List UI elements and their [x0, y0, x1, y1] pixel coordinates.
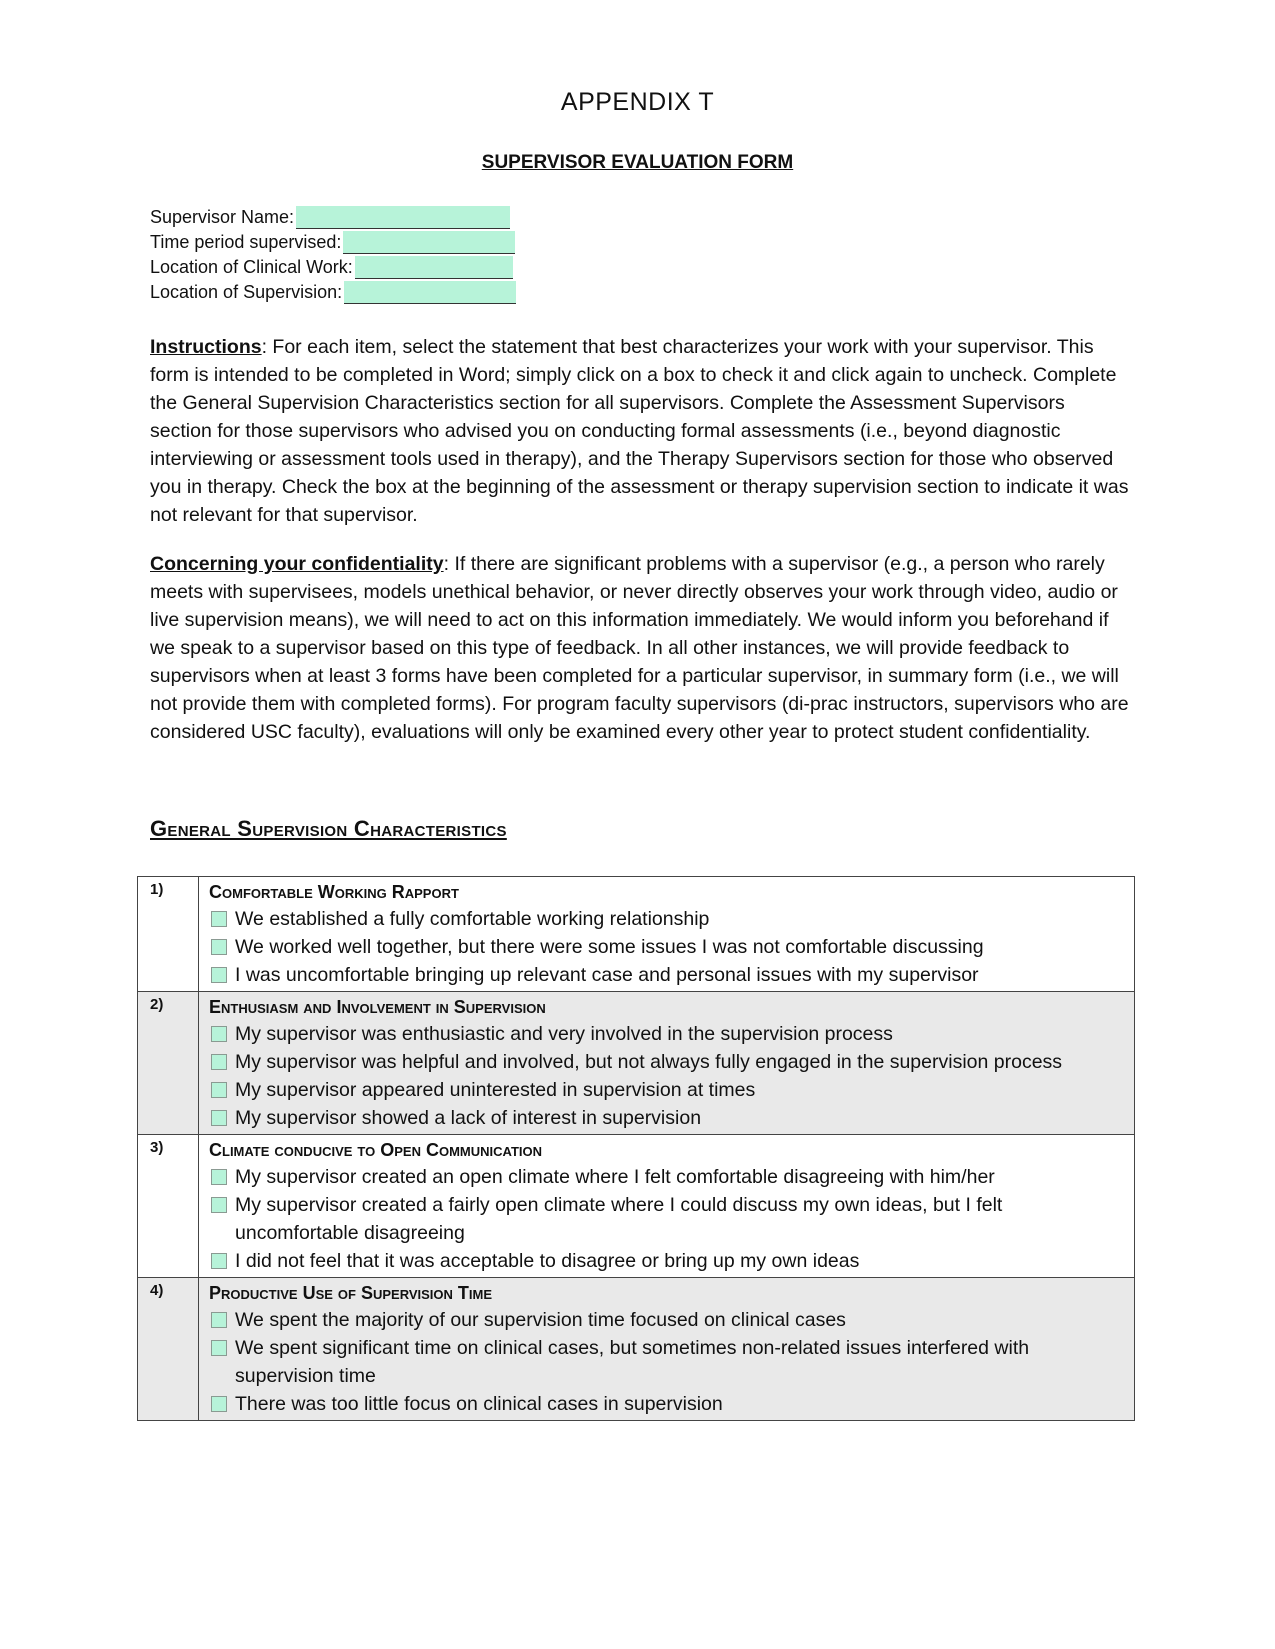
time-period-input[interactable]	[343, 231, 515, 254]
checkbox[interactable]	[211, 1026, 227, 1042]
option-label: I was uncomfortable bringing up relevant case and personal issues with my supervisor	[235, 964, 979, 986]
option	[209, 1163, 1124, 1191]
supervisor-name-row	[150, 205, 516, 230]
item-number: 1)	[138, 877, 199, 992]
item-body	[199, 1135, 1135, 1278]
header-fields	[150, 205, 516, 305]
checkbox[interactable]	[211, 939, 227, 955]
option	[209, 961, 1124, 989]
instructions-paragraph	[150, 333, 1130, 529]
checkbox[interactable]	[211, 1082, 227, 1098]
form-title: SUPERVISOR EVALUATION FORM	[481, 152, 794, 173]
supervisor-name-label: Supervisor Name:	[150, 207, 295, 227]
item-title: Climate conducive to Open Communication	[209, 1140, 542, 1160]
option	[209, 905, 1124, 933]
item-row	[138, 1278, 1135, 1421]
option-label: My supervisor created an open climate where I felt comfortable disagreeing with him/her	[235, 1166, 995, 1188]
option	[209, 1247, 1124, 1275]
item-body	[199, 1278, 1135, 1421]
option	[209, 1104, 1124, 1132]
section-heading: General Supervision Characteristics	[150, 816, 507, 841]
item-body	[199, 877, 1135, 992]
supervisor-name-input[interactable]	[296, 206, 510, 229]
option-label: My supervisor was enthusiastic and very involved in the supervision process	[235, 1023, 893, 1045]
option-label: My supervisor appeared uninterested in supervision at times	[235, 1079, 756, 1101]
option-label: My supervisor was helpful and involved, but not always fully engaged in the supervision process	[235, 1051, 1063, 1073]
option-label: We spent the majority of our supervision time focused on clinical cases	[235, 1309, 846, 1331]
option	[209, 1020, 1124, 1048]
item-row	[138, 1135, 1135, 1278]
checkbox[interactable]	[211, 1054, 227, 1070]
time-period-row	[150, 230, 516, 255]
checkbox[interactable]	[211, 1312, 227, 1328]
checkbox[interactable]	[211, 911, 227, 927]
item-number: 3)	[138, 1135, 199, 1278]
option-label: There was too little focus on clinical cases in supervision	[235, 1393, 723, 1415]
checkbox[interactable]	[211, 1340, 227, 1356]
option	[209, 1306, 1124, 1334]
checkbox[interactable]	[211, 1197, 227, 1213]
option	[209, 1334, 1124, 1390]
checkbox[interactable]	[211, 1110, 227, 1126]
page-title: APPENDIX T	[560, 88, 715, 116]
item-number: 2)	[138, 992, 199, 1135]
option-label: We established a fully comfortable working relationship	[235, 908, 710, 930]
option	[209, 933, 1124, 961]
option-label: We spent significant time on clinical cases, but sometimes non-related issues interfered with supervision time	[235, 1337, 1030, 1387]
clinical-location-row	[150, 255, 516, 280]
checkbox[interactable]	[211, 967, 227, 983]
item-title: Enthusiasm and Involvement in Supervision	[209, 997, 546, 1017]
characteristics-table	[137, 876, 1135, 1421]
clinical-location-label: Location of Clinical Work:	[150, 257, 353, 277]
item-row	[138, 992, 1135, 1135]
item-body	[199, 992, 1135, 1135]
time-period-label: Time period supervised:	[150, 232, 342, 252]
supervision-location-row	[150, 280, 516, 305]
confidentiality-paragraph	[150, 550, 1130, 746]
item-row	[138, 877, 1135, 992]
confidentiality-text: : If there are significant problems with a supervisor (e.g., a person who rarely meets with supervisees, models unethical behavior, or never directly observes your work through video, audio or live supervision means), we will need to act on this information immediately. We would inform you beforehand if we speak to a supervisor based on this type of feedback. In all other instances, we will provide feedback to supervisors when at least 3 forms have been completed for a particular supervisor, in summary form (i.e., we will not provide them with completed forms). For program faculty supervisors (di-prac instructors, supervisors who are considered USC faculty), evaluations will only be examined every other year to protect student confidentiality.	[150, 553, 1129, 743]
item-title: Productive Use of Supervision Time	[209, 1283, 493, 1303]
option-label: My supervisor showed a lack of interest in supervision	[235, 1107, 702, 1129]
option-label: We worked well together, but there were some issues I was not comfortable discussing	[235, 936, 984, 958]
checkbox[interactable]	[211, 1396, 227, 1412]
instructions-text: : For each item, select the statement that best characterizes your work with your supervisor. This form is intended to be completed in Word; simply click on a box to check it and click again to uncheck. Complete the General Supervision Characteristics section for all supervisors. Complete the Assessment Supervisors section for those supervisors who advised you on conducting formal assessments (i.e., beyond diagnostic interviewing or assessment tools used in therapy), and the Therapy Supervisors section for those who observed you in therapy. Check the box at the beginning of the assessment or therapy supervision section to indicate it was not relevant for that supervisor.	[150, 336, 1129, 526]
confidentiality-lead: Concerning your confidentiality	[150, 553, 444, 575]
option	[209, 1048, 1124, 1076]
checkbox[interactable]	[211, 1169, 227, 1185]
option-label: My supervisor created a fairly open climate where I could discuss my own ideas, but I felt uncomfortable disagreeing	[235, 1194, 1003, 1244]
supervision-location-label: Location of Supervision:	[150, 282, 343, 302]
option	[209, 1191, 1124, 1247]
instructions-lead: Instructions	[150, 336, 262, 358]
option-label: I did not feel that it was acceptable to disagree or bring up my own ideas	[235, 1250, 860, 1272]
item-number: 4)	[138, 1278, 199, 1421]
option	[209, 1076, 1124, 1104]
clinical-location-input[interactable]	[355, 256, 513, 279]
item-title: Comfortable Working Rapport	[209, 882, 459, 902]
supervision-location-input[interactable]	[344, 281, 516, 304]
checkbox[interactable]	[211, 1253, 227, 1269]
option	[209, 1390, 1124, 1418]
